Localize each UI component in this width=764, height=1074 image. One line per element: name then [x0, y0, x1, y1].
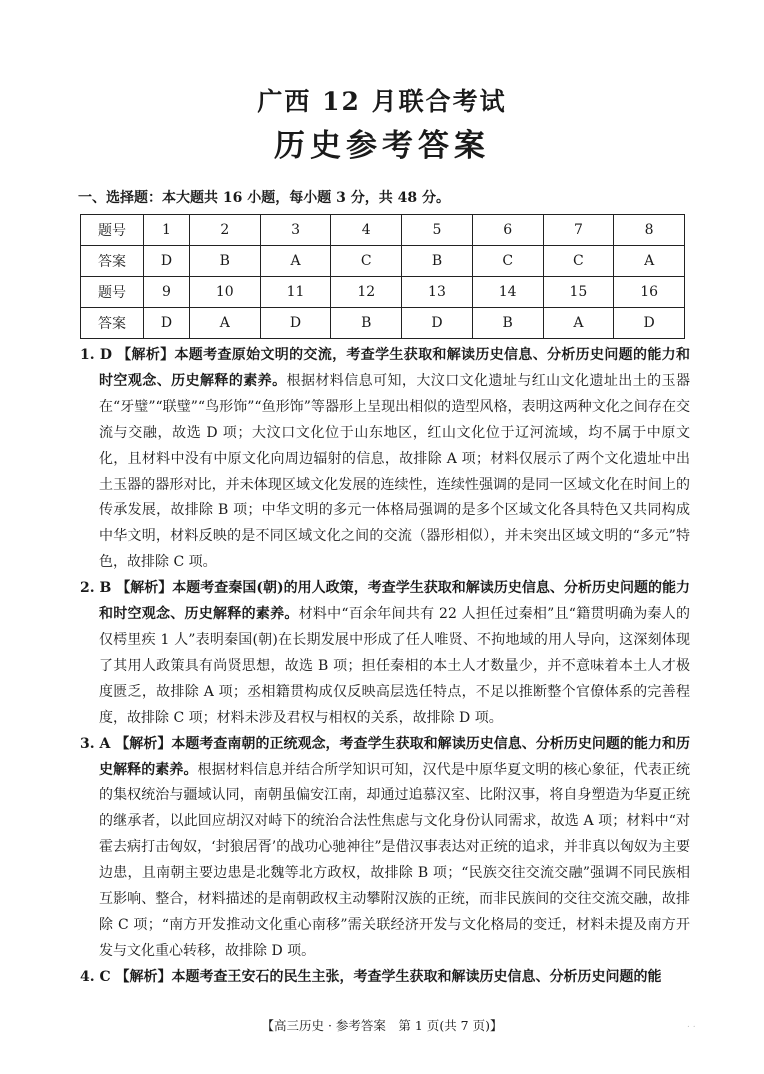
table-cell: A [260, 246, 331, 277]
explanations [80, 343, 690, 991]
table-cell: B [402, 246, 473, 277]
table-cell: C [331, 246, 402, 277]
table-cell: 1 [144, 215, 190, 246]
table-cell: D [402, 308, 473, 339]
table-row [81, 308, 685, 339]
table-cell: 4 [331, 215, 402, 246]
explanation-item [80, 732, 690, 965]
table-row [81, 215, 685, 246]
explanation-item [80, 576, 690, 731]
row-label: 题号 [81, 277, 144, 308]
explanation-text: 材料中“百余年间共有 22 人担任过秦相”且“籍贯明确为秦人的仅樗里疾 1 人”表明秦国(朝)在长期发展中形成了任人唯贤、不拘地域的用人导向，这深刻体现了其用人政策具有尚贤思想，故选 B 项；担任秦相的本土人才数量少，并不意味着本土人才极度匮乏，故排除 A 项；丞相籍贯构成仅反映高层选任特点，不足以推断整个官僚体系的完善程度，故排除 C 项；材料未涉及君权与相权的关系，故排除 D 项。 [99, 606, 691, 726]
table-cell: 15 [543, 277, 614, 308]
table-cell: D [144, 308, 190, 339]
table-cell: 3 [260, 215, 331, 246]
table-cell: 16 [614, 277, 685, 308]
table-cell: 5 [402, 215, 473, 246]
explanation-item [80, 965, 690, 991]
table-cell: 9 [144, 277, 190, 308]
table-cell: D [144, 246, 190, 277]
explanation-lead: 4. C 【解析】本题考查王安石的民生主张，考查学生获取和解读历史信息、分析历史问题的能 [80, 968, 662, 985]
table-cell: 13 [402, 277, 473, 308]
table-cell: 10 [189, 277, 260, 308]
explanation-lead: 2. B 【解析】本题考查秦国(朝)的用人政策，考查学生获取和解读历史信息、分析历史问题的能力和时空观念、历史解释的素养。 [80, 580, 690, 623]
table-row [81, 246, 685, 277]
explanation-text: 根据材料信息并结合所学知识可知，汉代是中原华夏文明的核心象征，代表正统的集权统治与疆域认同，南朝虽偏安江南，却通过追慕汉室、比附汉事，将自身塑造为华夏正统的继承者，以此回应胡汉对峙下的统治合法性焦虑与文化身份认同需求，故选 A 项；材料中“对霍去病打击匈奴，‘封狼居胥’的战功心驰神往”是借汉事表达对正统的追求，并非真以匈奴为主要边患，且南朝主要边患是北魏等北方政权，故排除 B 项；“民族交往交流交融”强调不同民族相互影响、整合，材料描述的是南朝政权主动攀附汉族的正统，而非民族间的交往交流交融，故排除 C 项；“南方开发推动文化重心南移”需关联经济开发与文化格局的变迁，材料未提及南方开发与文化重心转移，故排除 D 项。 [99, 761, 691, 959]
row-label: 答案 [81, 308, 144, 339]
corner-mark: . . [687, 1020, 696, 1030]
table-row [81, 277, 685, 308]
section-heading: 一、选择题：本大题共 16 小题，每小题 3 分，共 48 分。 [78, 190, 450, 206]
table-cell: 2 [189, 215, 260, 246]
table-cell: D [614, 308, 685, 339]
answer-table [80, 214, 685, 339]
table-cell: 8 [614, 215, 685, 246]
table-cell: B [189, 246, 260, 277]
table-cell: C [472, 246, 543, 277]
explanation-lead: 1. D 【解析】本题考查原始文明的交流，考查学生获取和解读历史信息、分析历史问题的能力和时空观念、历史解释的素养。 [80, 347, 690, 389]
page-footer: 【高三历史 · 参考答案 第 1 页(共 7 页)】 [261, 1018, 503, 1033]
table-cell: 7 [543, 215, 614, 246]
table-cell: B [331, 308, 402, 339]
row-label: 答案 [81, 246, 144, 277]
row-label: 题号 [81, 215, 144, 246]
table-cell: B [472, 308, 543, 339]
document-title: 历史参考答案 [274, 128, 490, 164]
explanation-item [80, 343, 690, 576]
table-cell: C [543, 246, 614, 277]
table-cell: A [614, 246, 685, 277]
table-cell: 14 [472, 277, 543, 308]
table-cell: 11 [260, 277, 331, 308]
explanation-lead: 3. A 【解析】本题考查南朝的正统观念，考查学生获取和解读历史信息、分析历史问题的能力和历史解释的素养。 [80, 735, 690, 778]
exam-title: 广西 12 月联合考试 [257, 87, 507, 116]
table-cell: D [260, 308, 331, 339]
table-cell: 6 [472, 215, 543, 246]
table-cell: A [543, 308, 614, 339]
table-cell: A [189, 308, 260, 339]
explanation-text: 根据材料信息可知，大汶口文化遗址与红山文化遗址出土的玉器在“牙璧”“联璧”“鸟形饰”“鱼形饰”等器形上呈现出相似的造型风格，表明这两种文化之间存在交流与交融，故选 D 项；大汶口文化位于山东地区，红山文化位于辽河流域，均不属于中原文化，且材料中没有中原文化向周边辐射的信息，故排除 A 项；材料仅展示了两个文化遗址中出土玉器的器形对比，并未体现区域文化发展的连续性，连续性强调的是同一区域文化在时间上的传承发展，故排除 B 项；中华文明的多元一体格局强调的是多个区域文化各具特色又共同构成中华文明，材料反映的是不同区域文化之间的交流（器形相似），并未突出区域文明的“多元”特色，故排除 C 项。 [99, 372, 691, 571]
table-cell: 12 [331, 277, 402, 308]
